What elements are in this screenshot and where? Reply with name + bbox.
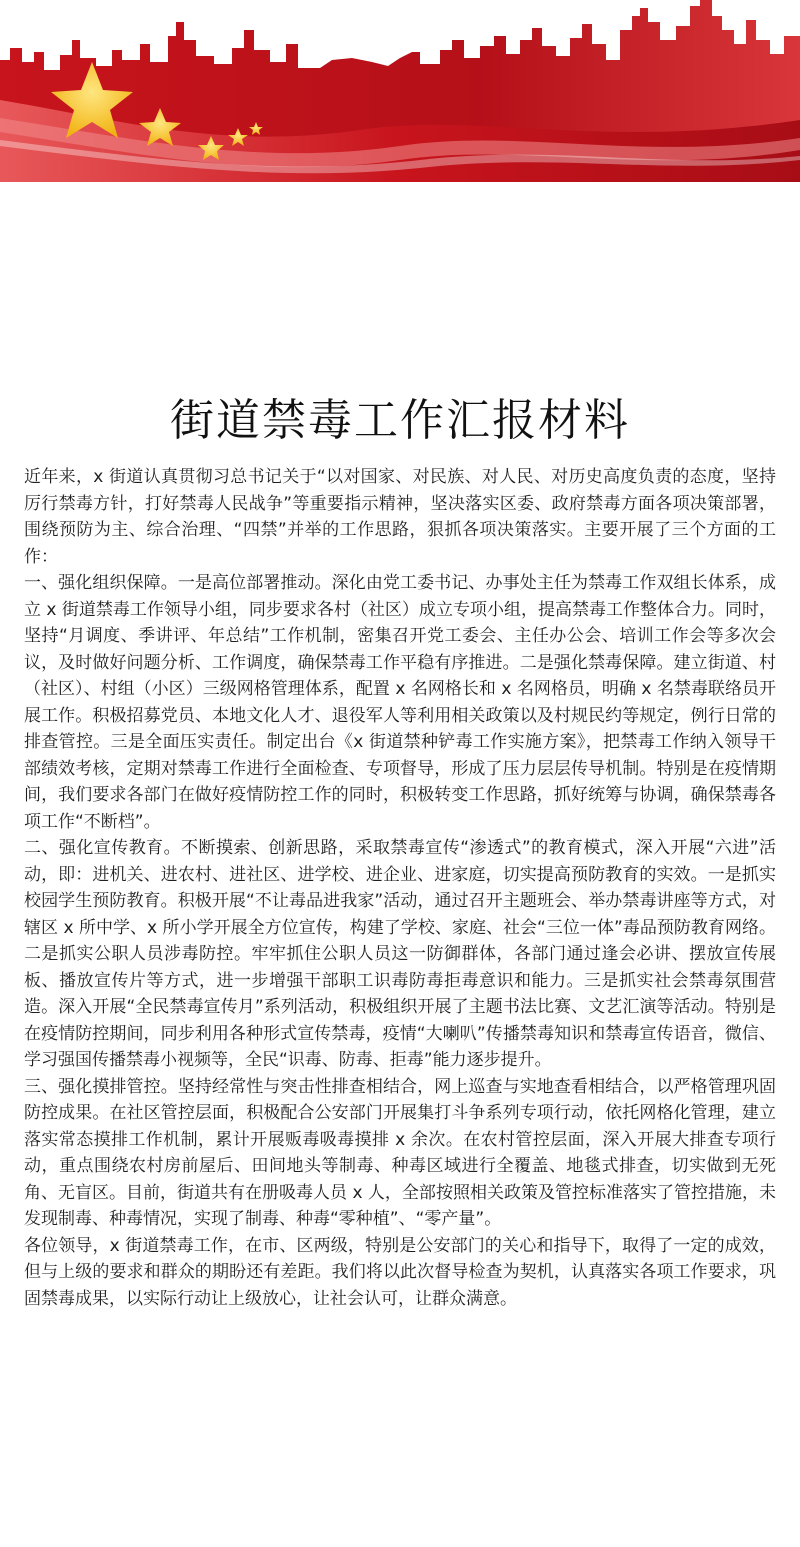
paragraph-section-1: 一、强化组织保障。一是高位部署推动。深化由党工委书记、办事处主任为禁毒工作双组长体系，成立 x 街道禁毒工作领导小组，同步要求各村（社区）成立专项小组，提高禁毒工作整体合力。同时，坚持“月调度、季讲评、年总结”工作机制，密集召开党工委会、主任办公会、培训工作会等多次会议，及时做好问题分析、工作调度，确保禁毒工作平稳有序推进。二是强化禁毒保障。建立街道、村（社区）、村组（小区）三级网格管理体系，配置 x 名网格长和 x 名网格员，明确 x 名禁毒联络员开展工作。积极招募党员、本地文化人才、退役军人等利用相关政策以及村规民约等规定，例行日常的排查管控。三是全面压实责任。制定出台《x 街道禁种铲毒工作实施方案》，把禁毒工作纳入领导干部绩效考核，定期对禁毒工作进行全面检查、专项督导，形成了压力层层传导机制。特别是在疫情期间，我们要求各部门在做好疫情防控工作的同时，积极转变工作思路，抓好统筹与协调，确保禁毒各项工作“不断档”。 xyxy=(24,573,776,832)
header-banner xyxy=(0,0,800,185)
paragraph-section-2: 二、强化宣传教育。不断摸索、创新思路，采取禁毒宣传“渗透式”的教育模式，深入开展“六进”活动，即：进机关、进农村、进社区、进学校、进企业、进家庭，切实提高预防教育的实效。一是抓实校园学生预防教育。积极开展“不让毒品进我家”活动，通过召开主题班会、举办禁毒讲座等方式，对辖区 x 所中学、x 所小学开展全方位宣传，构建了学校、家庭、社会“三位一体”毒品预防教育网络。二是抓实公职人员涉毒防控。牢牢抓住公职人员这一防御群体，各部门通过逢会必讲、摆放宣传展板、播放宣传片等方式，进一步增强干部职工识毒防毒拒毒意识和能力。三是抓实社会禁毒氛围营造。深入开展“全民禁毒宣传月”系列活动，积极组织开展了主题书法比赛、文艺汇演等活动。特别是在疫情防控期间，同步利用各种形式宣传禁毒，疫情“大喇叭”传播禁毒知识和禁毒宣传语音，微信、学习强国传播禁毒小视频等，全民“识毒、防毒、拒毒”能力逐步提升。 xyxy=(24,838,776,1070)
paragraph-section-3: 三、强化摸排管控。坚持经常性与突击性排查相结合，网上巡查与实地查看相结合，以严格管理巩固防控成果。在社区管控层面，积极配合公安部门开展集打斗争系列专项行动，依托网格化管理，建立落实常态摸排工作机制，累计开展贩毒吸毒摸排 x 余次。在农村管控层面，深入开展大排查专项行动，重点围绕农村房前屋后、田间地头等制毒、种毒区域进行全覆盖、地毯式排查，切实做到无死角、无盲区。目前，街道共有在册吸毒人员 x 人，全部按照相关政策及管控标准落实了管控措施，未发现制毒、种毒情况，实现了制毒、种毒“零种植”、“零产量”。 xyxy=(24,1076,776,1229)
document-title: 街道禁毒工作汇报材料 xyxy=(170,395,630,446)
paragraph-closing: 各位领导，x 街道禁毒工作，在市、区两级，特别是公安部门的关心和指导下，取得了一定的成效，但与上级的要求和群众的期盼还有差距。我们将以此次督导检查为契机，认真落实各项工作要求，巩固禁毒成果，以实际行动让上级放心，让社会认可，让群众满意。 xyxy=(24,1235,776,1309)
document-body xyxy=(24,464,776,1312)
city-skyline-banner-graphic xyxy=(0,0,800,185)
paragraph-intro: 近年来，x 街道认真贯彻习总书记关于“以对国家、对民族、对人民、对历史高度负责的态度，坚持厉行禁毒方针，打好禁毒人民战争”等重要指示精神，坚决落实区委、政府禁毒方面各项决策部署，围绕预防为主、综合治理、“四禁”并举的工作思路，狠抓各项决策落实。主要开展了三个方面的工作： xyxy=(24,467,776,567)
